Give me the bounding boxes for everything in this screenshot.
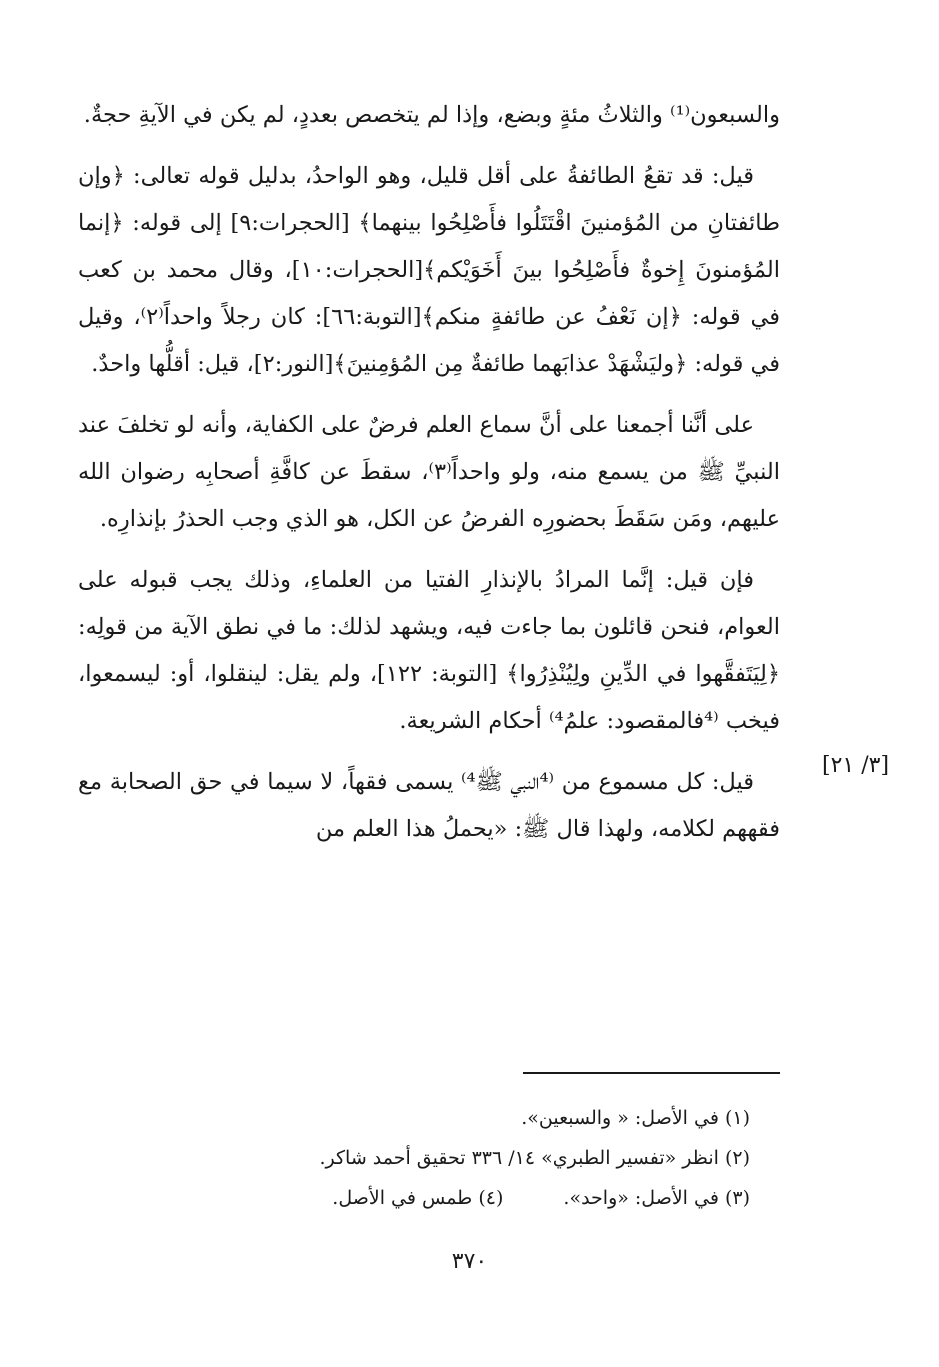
margin-volume-page-reference: [٣/ ٢١]: [822, 753, 890, 778]
paragraph-2: قيل: قد تقعُ الطائفةُ على أقل قليل، وهو الواحدُ، بدليل قوله تعالى: ﴿وإن طائفتانِ من المُؤمنينَ اقْتَتَلُوا فأَصْلِحُوا بينهما﴾ [الحجرات:٩] إلى قوله: ﴿إنما المُؤمنونَ إِخوةٌ فأَصْلِحُوا بينَ أَخَوَيْكم﴾[الحجرات:١٠]، وقال محمد بن كعب في قوله: ﴿إن نَعْفُ عن طائفةٍ منكم﴾[التوبة:٦٦]: كان رجلاً واحداً⁽٢⁾، وقيل في قوله: ﴿وليَشْهَدْ عذابَهما طائفةٌ مِن المُؤمِنينَ﴾[النور:٢]، قيل: أقلُّها واحدٌ.: [78, 163, 781, 377]
footnote-4: (٤) طمس في الأصل.: [332, 1187, 504, 1209]
page-number: ٣٧٠: [451, 1249, 488, 1274]
footnote-divider: [523, 1072, 780, 1074]
paragraph-3: على أنَّنا أجمعنا على أنَّ سماع العلم فرضٌ على الكفاية، وأنه لو تخلفَ عند النبيِّ ﷺ من يسمع منه، ولو واحداً⁽٣⁾، سقطَ عن كافَّةِ أصحابِه رضوان الله عليهم، ومَن سَقَطَ بحضورِه الفرضُ عن الكل، هو الذي وجب الحذرُ بإنذارِه.: [78, 412, 780, 532]
footnote-1: (١) في الأصل: « والسبعين».: [521, 1107, 750, 1129]
footnote-2: (٢) انظر «تفسير الطبري» ١٤/ ٣٣٦ تحقيق أحمد شاكر.: [319, 1147, 750, 1169]
paragraph-5: قيل: كل مسموع من ⁽⁴النبي ﷺ⁴⁾ يسمى فقهاً، لا سيما في حق الصحابة مع فقههم لكلامه، ولهذا قال ﷺ: «يحملُ هذا العلم من: [78, 769, 780, 842]
paragraph-1: والسبعون⁽¹⁾ والثلاثُ مئةٍ وبضع، وإذا لم يتخصص بعددٍ، لم يكن في الآيةِ حجةٌ.: [83, 102, 780, 128]
paragraph-4: فإن قيل: إنَّما المرادُ بالإنذارِ الفتيا من العلماءِ، وذلك يجب قبوله على العوام، فنحن قائلون بما جاءت فيه، ويشهد لذلك: ما في نطق الآية من قولِه: ﴿لِيَتَفقَّهوا في الدِّينِ ولِيُنْذِرُوا﴾ [التوبة: ١٢٢]، ولم يقل: لينقلوا، أو: ليسمعوا، فيخب ⁽⁴فالمقصود: علمُ⁴⁾ أحكام الشريعة.: [78, 567, 780, 734]
footnotes: [78, 1098, 750, 1218]
footnote-3: (٣) في الأصل: «واحد».: [563, 1187, 750, 1209]
footnote-row-3-4: [78, 1178, 750, 1218]
body-text: [78, 92, 780, 867]
